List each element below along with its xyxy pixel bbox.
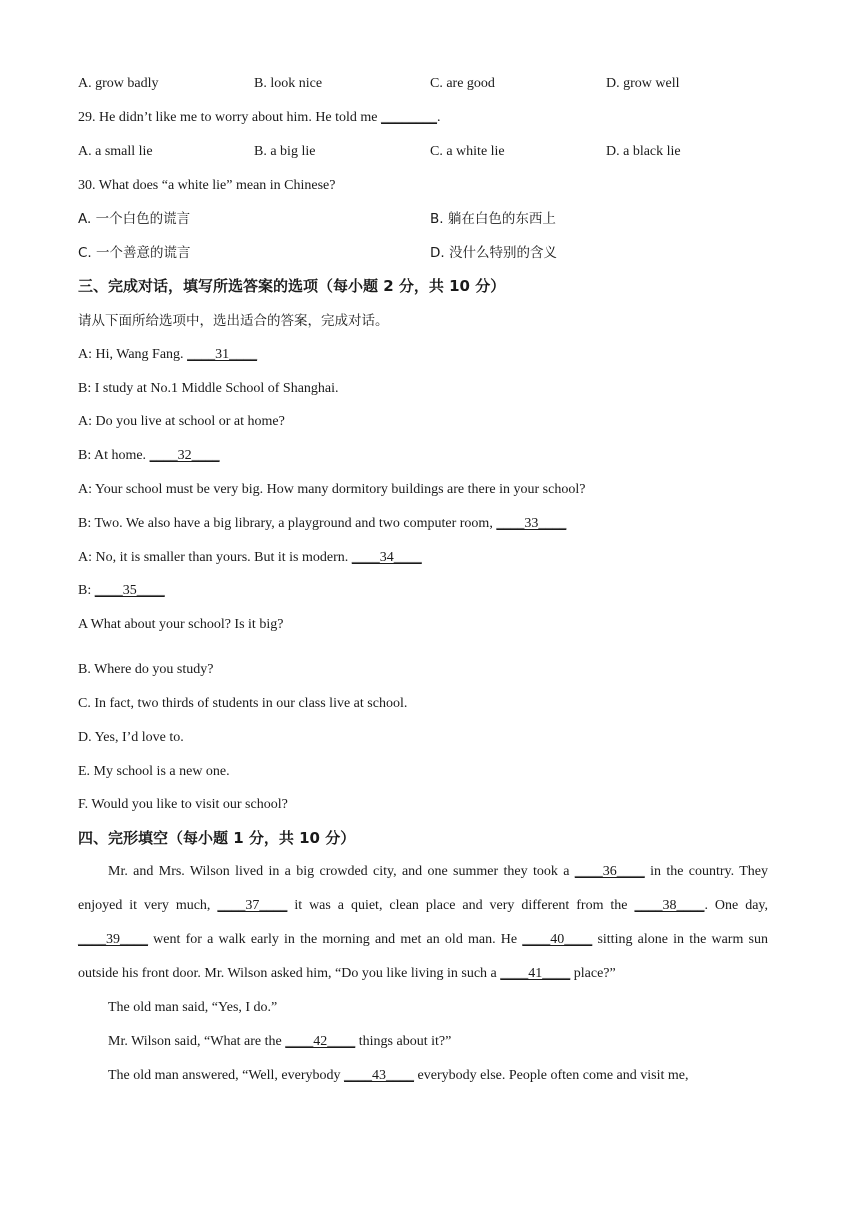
section4-heading: 四、完形填空（每小题 1 分，共 10 分） bbox=[78, 829, 356, 847]
cloze-blank-40: ____40____ bbox=[522, 932, 593, 947]
q28-option-d: D. grow well bbox=[606, 76, 680, 91]
cloze-text: Mr. Wilson said, “What are the bbox=[108, 1034, 286, 1049]
q30-option-a: A. 一个白色的谎言 bbox=[78, 211, 191, 227]
q30-option-b: B. 躺在白色的东西上 bbox=[430, 211, 556, 227]
dialogue-blank: ____33____ bbox=[496, 516, 567, 531]
cloze-passage bbox=[78, 855, 768, 1093]
dialogue-line bbox=[78, 549, 422, 567]
dialogue-text: A: Hi, Wang Fang. bbox=[78, 347, 188, 362]
cloze-blank-43: ____43____ bbox=[344, 1068, 415, 1083]
q29-option-b: B. a big lie bbox=[254, 144, 316, 159]
cloze-text: everybody else. People often come and visit me, bbox=[414, 1068, 689, 1083]
dialogue-text: A: Do you live at school or at home? bbox=[78, 414, 285, 429]
cloze-blank-42: ____42____ bbox=[285, 1034, 356, 1049]
q28-option-b: B. look nice bbox=[254, 76, 323, 91]
dialogue-text: A: Your school must be very big. How many dormitory buildings are there in your school? bbox=[78, 482, 586, 497]
cloze-text: went for a walk early in the morning and met an old man. He bbox=[148, 932, 523, 947]
choice-e: E. My school is a new one. bbox=[78, 764, 230, 779]
q29-stem bbox=[78, 109, 441, 127]
dialogue-line bbox=[78, 582, 165, 600]
cloze-text: things about it?” bbox=[355, 1034, 452, 1049]
dialogue-blank: ____35____ bbox=[94, 583, 165, 598]
dialogue-line bbox=[78, 481, 585, 499]
cloze-text: sitting alone in the warm sun outside his front door. Mr. Wilson asked him, “Do you like living in such a bbox=[78, 932, 768, 981]
dialogue-blank: ____34____ bbox=[351, 550, 422, 565]
dialogue-text: B: Two. We also have a big library, a playground and two computer room, bbox=[78, 516, 497, 531]
cloze-paragraph-1 bbox=[78, 855, 768, 991]
cloze-paragraph-2: The old man said, “Yes, I do.” bbox=[108, 1000, 278, 1015]
q30-stem: 30. What does “a white lie” mean in Chinese? bbox=[78, 178, 336, 193]
q29-option-d: D. a black lie bbox=[606, 144, 681, 159]
q29-option-c: C. a white lie bbox=[430, 144, 505, 159]
dialogue-text: B: bbox=[78, 583, 95, 598]
choice-f: F. Would you like to visit our school? bbox=[78, 797, 288, 812]
q29-option-a: A. a small lie bbox=[78, 144, 153, 159]
dialogue-line bbox=[78, 413, 285, 431]
choice-b: B. Where do you study? bbox=[78, 662, 214, 677]
cloze-blank-36: ____36____ bbox=[574, 864, 645, 879]
q28-option-c: C. are good bbox=[430, 76, 495, 91]
cloze-blank-41: ____41____ bbox=[500, 966, 571, 981]
cloze-paragraph-4 bbox=[78, 1059, 768, 1093]
choice-a: A What about your school? Is it big? bbox=[78, 617, 284, 632]
dialogue-line bbox=[78, 346, 257, 364]
dialogue-text: B: I study at No.1 Middle School of Shanghai. bbox=[78, 381, 339, 396]
q29-stem-end: . bbox=[437, 110, 441, 125]
dialogue-line bbox=[78, 447, 220, 465]
cloze-text: The old man answered, “Well, everybody bbox=[108, 1068, 345, 1083]
q29-stem-text: 29. He didn’t like me to worry about him. He told me bbox=[78, 110, 382, 125]
dialogue-blank: ____31____ bbox=[187, 347, 258, 362]
q28-option-a: A. grow badly bbox=[78, 76, 159, 91]
cloze-blank-38: ____38____ bbox=[634, 898, 705, 913]
cloze-text: it was a quiet, clean place and very different from the bbox=[287, 898, 635, 913]
dialogue-line bbox=[78, 380, 339, 398]
choice-c: C. In fact, two thirds of students in our class live at school. bbox=[78, 696, 408, 711]
section3-instruction: 请从下面所给选项中，选出适合的答案，完成对话。 bbox=[78, 313, 389, 329]
dialogue-text: B: At home. bbox=[78, 448, 150, 463]
cloze-blank-39: ____39____ bbox=[78, 932, 148, 947]
choice-d: D. Yes, I’d love to. bbox=[78, 730, 184, 745]
section3-heading: 三、完成对话，填写所选答案的选项（每小题 2 分，共 10 分） bbox=[78, 277, 506, 295]
cloze-text: place?” bbox=[570, 966, 616, 981]
q29-blank: ________ bbox=[381, 110, 438, 125]
cloze-text: . One day, bbox=[704, 898, 768, 913]
cloze-text: Mr. and Mrs. Wilson lived in a big crowded city, and one summer they took a bbox=[108, 864, 575, 879]
q30-option-d: D. 没什么特别的含义 bbox=[430, 245, 557, 261]
dialogue-line bbox=[78, 515, 566, 533]
cloze-blank-37: ____37____ bbox=[217, 898, 288, 913]
q30-option-c: C. 一个善意的谎言 bbox=[78, 245, 191, 261]
cloze-paragraph-3 bbox=[78, 1025, 768, 1059]
dialogue-text: A: No, it is smaller than yours. But it is modern. bbox=[78, 550, 352, 565]
dialogue-blank: ____32____ bbox=[149, 448, 220, 463]
cloze-text: in the country. They enjoyed it very much, bbox=[78, 864, 768, 913]
